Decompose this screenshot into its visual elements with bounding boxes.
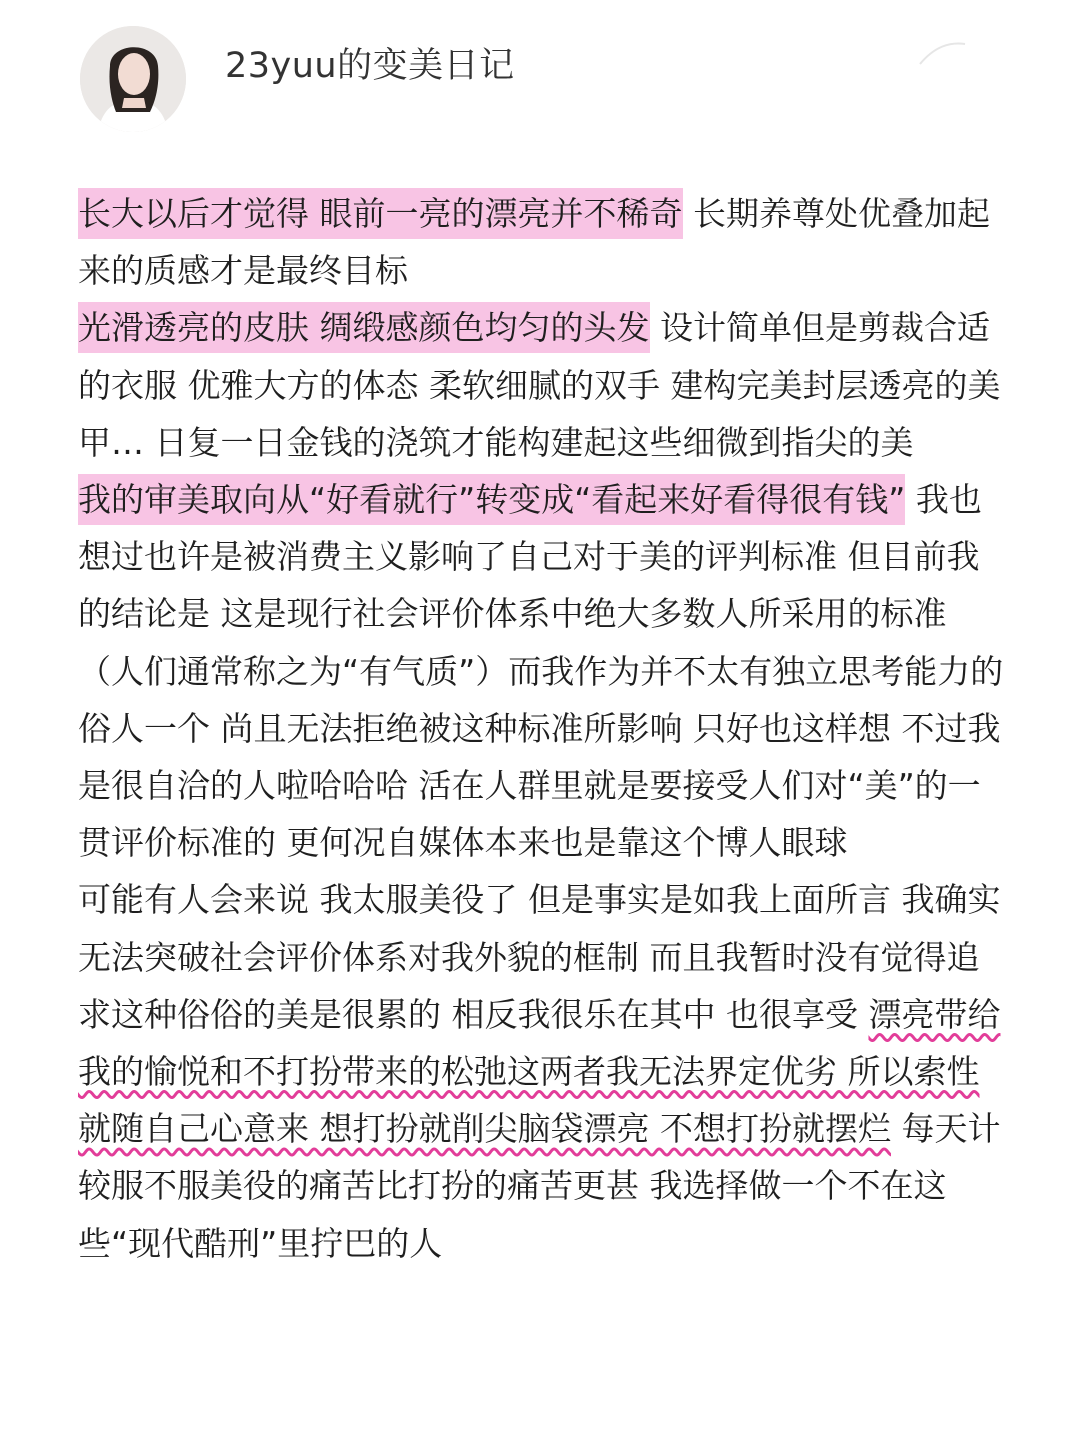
post-body — [78, 185, 1008, 1272]
body-text: 设计简单但是剪裁合适的衣服 优雅大方的体态 柔软细腻的双手 建构完美封层透亮的美甲… 日复一日金钱的浇筑才能构建起这些细微到指尖的美 — [78, 308, 1001, 462]
post-header — [80, 26, 1000, 136]
body-text: 我也想过也许是被消费主义影响了自己对于美的评判标准 但目前我的结论是 这是现行社会评价体系中绝大多数人所采用的标准（人们通常称之为“有气质”）而我作为并不太有独立思考能力的俗人一个 尚且无法拒绝被这种标准所影响 只好也这样想 不过我是很自洽的人啦哈哈哈 活在人群里就是要接受人们对“美”的一贯评价标准的 更何况自媒体本来也是靠这个博人眼球 — [78, 480, 1004, 863]
post-paragraph — [78, 471, 1008, 871]
wavy-underlined-text: 漂亮带给我的愉悦和不打扮带来的松弛这两者我无法界定优劣 所以索性就随自己心意来 想打扮就削尖脑袋漂亮 不想打扮就摆烂 — [78, 994, 1001, 1149]
body-text: 可能有人会来说 我太服美役了 但是事实是如我上面所言 我确实无法突破社会评价体系对我外貌的框制 而且我暂时没有觉得追求这种俗俗的美是很累的 相反我很乐在其中 也很享受 — [78, 880, 1001, 1034]
corner-decoration — [820, 34, 970, 74]
author-avatar[interactable] — [80, 26, 186, 132]
highlighted-text: 光滑透亮的皮肤 绸缎感颜色均匀的头发 — [78, 302, 650, 353]
post-paragraph — [78, 299, 1008, 471]
body-text: 每天计较服不服美役的痛苦比打扮的痛苦更甚 我选择做一个不在这些“现代酷刑”里拧巴的人 — [78, 1109, 1001, 1263]
highlighted-text: 我的审美取向从“好看就行”转变成“看起来好看得很有钱” — [78, 474, 905, 525]
body-text: 长期养尊处优叠加起来的质感才是最终目标 — [78, 194, 990, 291]
author-name[interactable]: 23yuu的变美日记 — [225, 46, 515, 86]
post-paragraph — [78, 185, 1008, 299]
post-paragraph — [78, 871, 1008, 1271]
highlighted-text: 长大以后才觉得 眼前一亮的漂亮并不稀奇 — [78, 188, 683, 239]
